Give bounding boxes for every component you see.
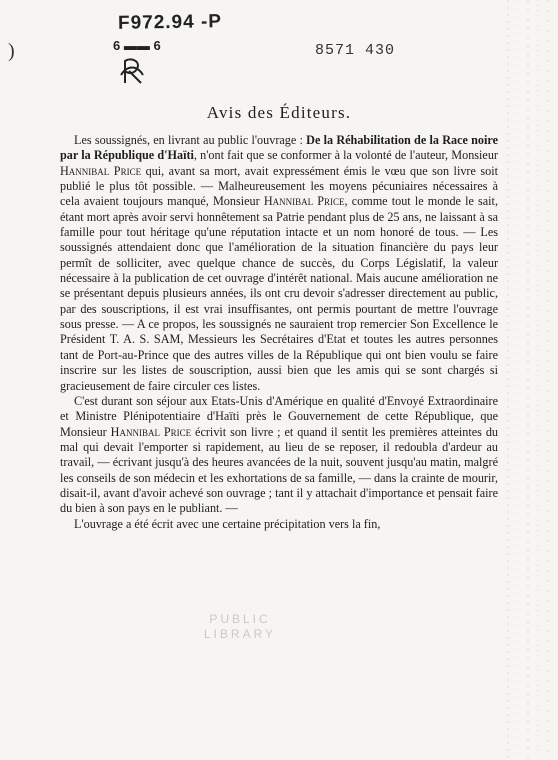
paragraph-2: C'est durant son séjour aux Etats-Unis d'Amérique en qualité d'Envoyé Extraordinaire et Ministre Plénipotentiaire d'Haïti près le Gouvernement de cette République, que Monsieur Hannibal Price écrivit son livre ; et quand il sentit les premières atteintes du mal qui devait l'emporter si rapidement, au lieu de se reposer, il redoubla d'ardeur au travail, — écrivant jusqu'à des heures avancées de la nuit, souvent jusqu'au matin, malgré les conseils de son médecin et les exhortations de sa famille, — dans la crainte de mourir, disait-il, avant d'avoir achevé son ouvrage ; tant il y attachait d'importance et pensait faire du bien à son pays en le publiant. — <box>60 393 499 516</box>
margin-bracket: ) <box>8 40 15 62</box>
call-number: F972.94 -P <box>117 11 223 34</box>
author-name: Hannibal Price <box>110 424 192 439</box>
paragraph-3: L'ouvrage a été écrit avec une certaine précipitation vers la fin, <box>74 516 381 531</box>
library-stamp: PUBLIC LIBRARY <box>203 612 277 641</box>
author-name: Hannibal Price <box>60 163 142 178</box>
author-name: Hannibal Price <box>263 194 345 209</box>
body-text <box>60 133 498 532</box>
accession-number: 8571 430 <box>315 42 396 59</box>
paragraph-1: Les soussignés, en livrant au public l'ouvrage : De la Réhabilitation de la Race noire par la République d'Haïti, n'ont fait que se conformer à la volonté de l'auteur, Monsieur Hannibal Price qui, avant sa mort, avait expressément émis le vœu que son livre soit publié le plus tôt possible. — Malheureusement les moyens pécuniaires nécessaires à cela avaient toujours manqué, Monsieur Hannibal Price, comme tout le monde le sait, étant mort après avoir servi honnêtement sa Patrie pendant plus de 25 ans, ne laissant à sa famille pour tout héritage qu'une réputation intacte et un nom honoré de tous. — Les soussignés attendaient donc que l'amélioration de la situation financière du pays leur permît de solliciter, avec quelque chance de succès, du Corps Législatif, la valeur nécessaire à la publication de cet ouvrage d'intérêt national. Mais aucune amélioration ne se présentant depuis plusieurs années, ils ont cru devoir s'adresser directement au public, par des souscriptions, il est vrai insuffisantes, ont permis pourtant de mettre l'ouvrage sous presse. — A ce propos, les soussignés ne sauraient trop remercier Son Excellence le Président T. A. S. SAM, Messieurs les Secrétaires d'Etat et toutes les autres personnes tant de Port-au-Prince que des autres villes de la République qui ont bien voulu se faire inscrire sur les listes de souscription, aussi bien que les amis qui se sont chargés si gracieusement de faire circuler ces listes. <box>60 133 498 393</box>
book-title: De la Réhabilitation de la Race noire par la République d'Haïti <box>60 133 498 163</box>
handwritten-initials <box>119 55 145 87</box>
shelf-mark: 6 ▬▬ 6 <box>113 38 161 53</box>
page-heading: Avis des Éditeurs. <box>206 103 352 122</box>
paper-edge-texture <box>500 0 558 760</box>
